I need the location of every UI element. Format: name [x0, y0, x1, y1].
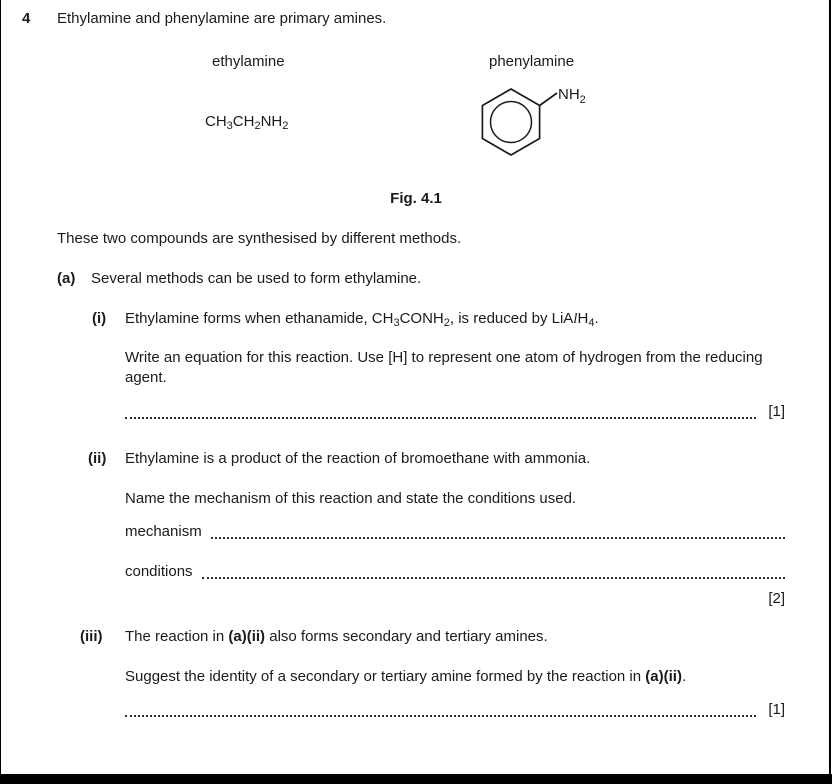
part-a-ii-label: (ii) — [88, 450, 107, 467]
part-a-iii-line2: Suggest the identity of a secondary or tertiary amine formed by the reaction in (a)(ii). — [125, 668, 687, 685]
marks-a-ii: [2] — [768, 590, 785, 607]
phenylamine-label: phenylamine — [489, 53, 575, 70]
part-a-text: Several methods can be used to form ethylamine. — [91, 270, 422, 287]
ethylamine-label: ethylamine — [212, 53, 285, 70]
question-intro: Ethylamine and phenylamine are primary amines. — [57, 10, 387, 27]
figure-caption: Fig. 4.1 — [390, 190, 442, 207]
conditions-answer-line — [125, 564, 785, 582]
part-a-ii — [88, 449, 590, 469]
part-a-i — [92, 309, 599, 331]
phenylamine-structure — [470, 80, 610, 162]
dotted-answer-line — [202, 577, 785, 579]
marks-a-i: [1] — [768, 402, 785, 420]
part-a-label: (a) — [57, 270, 76, 287]
part-a-iii — [80, 627, 548, 647]
mechanism-answer-line — [125, 524, 785, 542]
ethylamine-formula: $CH_3CH_2NH_2$ — [205, 113, 289, 132]
dotted-answer-line — [125, 417, 756, 419]
question-number: 4 — [22, 10, 31, 27]
amine-bond — [540, 93, 557, 106]
part-a-i-label: (i) — [92, 310, 107, 327]
part-a-ii-line1: Ethylamine is a product of the reaction of bromoethane with ammonia. — [125, 450, 591, 467]
dotted-answer-line — [125, 715, 756, 717]
statement: These two compounds are synthesised by different methods. — [57, 230, 462, 247]
part-a-iii-label: (iii) — [80, 628, 103, 645]
part-a-ii-line2: Name the mechanism of this reaction and state the conditions used. — [125, 490, 577, 507]
marks-a-iii: [1] — [768, 700, 785, 718]
dotted-answer-line — [211, 537, 785, 539]
benzene-inner-circle — [491, 102, 532, 143]
page-left-border — [0, 0, 1, 784]
mechanism-label: mechanism — [125, 522, 202, 540]
amine-group-label: $NH_2$ — [558, 86, 586, 106]
part-a-i-line1: Ethylamine forms when ethanamide, $CH_3CONH_2$, is reduced by LiAlH$_4$. — [125, 310, 599, 329]
part-a-iii-line1: The reaction in (a)(ii) also forms secondary and tertiary amines. — [125, 628, 548, 645]
part-a-i-line2: Write an equation for this reaction. Use [H] to represent one atom of hydrogen from the reducing agent. — [125, 349, 763, 387]
answer-line-a-iii — [125, 702, 785, 720]
part-a — [57, 269, 421, 289]
page-right-border — [829, 0, 831, 784]
question-header — [22, 9, 386, 29]
conditions-label: conditions — [125, 562, 193, 580]
answer-line-a-i — [125, 404, 785, 422]
page-bottom-bar — [0, 774, 832, 784]
